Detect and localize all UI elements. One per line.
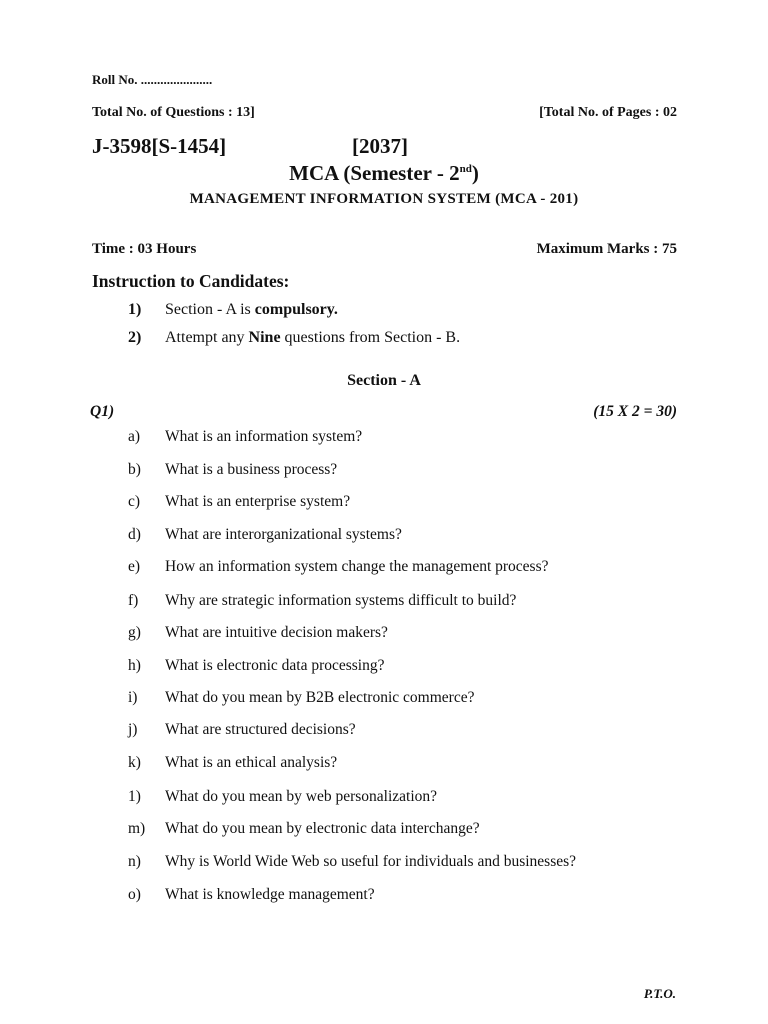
question-text: What is an ethical analysis? bbox=[165, 754, 338, 771]
course-suffix: ) bbox=[471, 161, 479, 185]
question-letter: e) bbox=[128, 558, 141, 575]
subject-title: MANAGEMENT INFORMATION SYSTEM (MCA - 201) bbox=[189, 191, 579, 207]
question-text: What is an enterprise system? bbox=[165, 493, 351, 510]
instruction-text-end: questions from Section - B. bbox=[280, 329, 461, 346]
question-letter: k) bbox=[128, 754, 141, 771]
question-text: What is a business process? bbox=[165, 461, 338, 478]
question-text: Why are strategic information systems difficult to build? bbox=[165, 592, 517, 609]
question-text: What are structured decisions? bbox=[165, 721, 356, 738]
question-text: What is an information system? bbox=[165, 428, 363, 445]
pto-label: P.T.O. bbox=[643, 986, 676, 1001]
time-allowed: Time : 03 Hours bbox=[92, 241, 197, 257]
instruction-item bbox=[165, 301, 338, 319]
question-letter: g) bbox=[128, 624, 141, 641]
instruction-item bbox=[165, 329, 460, 347]
instruction-emphasis: compulsory. bbox=[254, 301, 338, 318]
question-label: Q1) bbox=[90, 403, 115, 420]
total-questions: Total No. of Questions : 13] bbox=[92, 105, 255, 120]
paper-number: [2037] bbox=[352, 134, 408, 158]
question-letter: b) bbox=[128, 461, 141, 478]
course-prefix: MCA (Semester - 2 bbox=[289, 161, 460, 185]
instruction-text: Section - A is bbox=[165, 301, 255, 318]
question-letter: h) bbox=[128, 657, 141, 674]
question-text: What is electronic data processing? bbox=[165, 657, 385, 674]
paper-code: J-3598[S-1454] bbox=[92, 134, 227, 158]
question-letter: n) bbox=[128, 853, 141, 870]
question-text: What do you mean by B2B electronic commerce? bbox=[165, 689, 475, 706]
question-letter: d) bbox=[128, 526, 141, 543]
course-superscript: nd bbox=[459, 163, 472, 175]
question-letter: c) bbox=[128, 493, 141, 510]
total-pages: [Total No. of Pages : 02 bbox=[539, 105, 677, 120]
question-letter: i) bbox=[128, 689, 138, 706]
question-text: What is knowledge management? bbox=[165, 886, 375, 903]
instruction-number: 2) bbox=[128, 329, 142, 346]
section-title: Section - A bbox=[347, 372, 421, 389]
question-letter: a) bbox=[128, 428, 141, 445]
question-text: How an information system change the management process? bbox=[165, 558, 549, 575]
question-letter: 1) bbox=[128, 788, 141, 805]
question-letter: o) bbox=[128, 886, 141, 903]
instructions-heading: Instruction to Candidates: bbox=[92, 271, 290, 291]
instruction-text: Attempt any bbox=[165, 329, 249, 346]
instruction-emphasis: Nine bbox=[248, 329, 281, 346]
question-letter: f) bbox=[128, 592, 139, 609]
course-title bbox=[0, 161, 768, 186]
roll-no: Roll No. ...................... bbox=[92, 72, 213, 87]
question-text: What do you mean by electronic data interchange? bbox=[165, 820, 480, 837]
maximum-marks: Maximum Marks : 75 bbox=[536, 241, 677, 257]
question-marks: (15 X 2 = 30) bbox=[593, 403, 677, 420]
question-text: What are interorganizational systems? bbox=[165, 526, 402, 543]
question-text: What are intuitive decision makers? bbox=[165, 624, 388, 641]
question-text: What do you mean by web personalization? bbox=[165, 788, 438, 805]
question-letter: j) bbox=[128, 721, 138, 738]
question-letter: m) bbox=[128, 820, 146, 837]
instruction-number: 1) bbox=[128, 301, 142, 318]
question-text: Why is World Wide Web so useful for individuals and businesses? bbox=[165, 853, 577, 870]
